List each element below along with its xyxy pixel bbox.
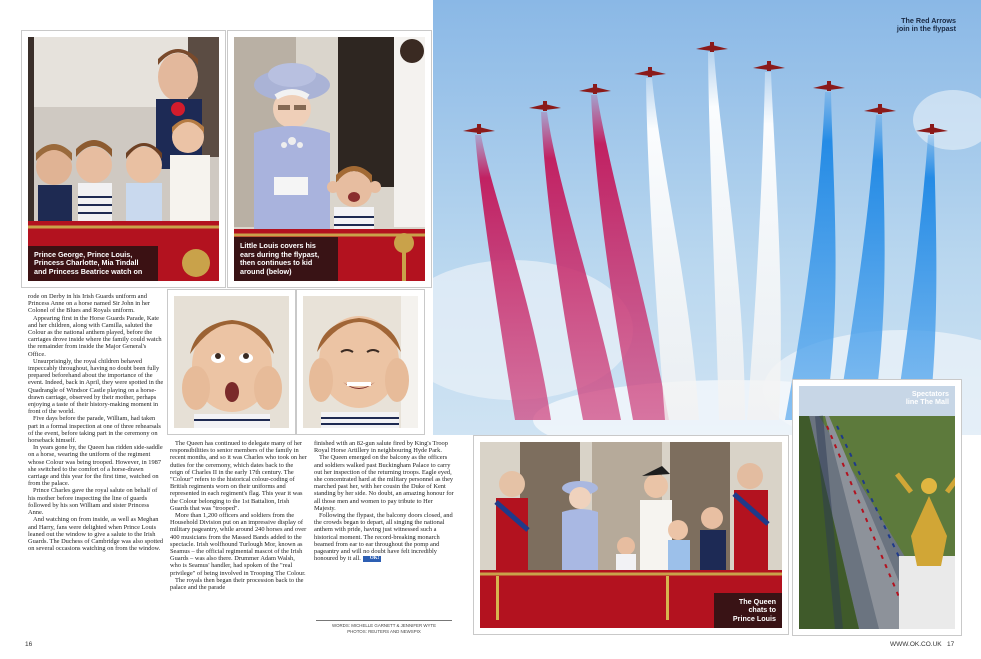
red-arrows-photo: [433, 0, 981, 435]
louis-covers-ears-photo: [228, 31, 431, 287]
col2-para: More than 1,200 officers and soldiers from the Household Division put on an impressive display of military pageantry, while around 240 horses and over 400 musicians from the Massed Bands added to the spectacle. Irish wolfhound Turlough Mor, known as Seamus – the official regimental mascot of the Irish Guards – was also there. Drummer Adam Walsh, who is Seamus' handler, had spoken of the "real privilege" of being involved in Trooping The Colour.: [170, 512, 307, 577]
col1-para: Prince Charles gave the royal salute on behalf of his mother before inspecting the line of guards followed by his son William and sister Princess Anne.: [28, 487, 158, 517]
col3-para: The Queen emerged on the balcony as the officers and soldiers walked past Buckingham Palace to carry out her inspection of the returning troops. Eagle eyed, she concentrated hard at the military personnel as they marched past her, with her cousin the Duke of Kent standing by her side. No doubt, an amazing honour for all those men and women to pay tribute to Her Majesty.: [314, 454, 454, 512]
col3-last-text: Following the flypast, the balcony doors closed, and the crowds began to depart, all singing the national anthem with pride, having just witnessed such a historical moment. The record-breaking monarch beamed from ear to ear throughout the pomp and pageantry and will no doubt have felt incredibly honoured by it all.: [314, 512, 453, 563]
louis-face-photo-1: [168, 290, 295, 434]
col1-para: Unsurprisingly, the royal children behaved impeccably throughout, having no doubt been fully prepared beforehand about the importance of the event. Indeed, back in April, they were spotted in the Quadrangle of Windsor Castle playing on a horse-drawn carriage, observed by their mother, perhaps enjoying a taste of their history-making moment in front of the world.: [28, 357, 164, 416]
credit-words: WORDS: MICHELLE GARNETT & JENNIFER WYTE: [331, 623, 437, 628]
children-window-photo: [22, 31, 225, 287]
col1-para: In years gone by, the Queen has ridden side-saddle on a horse, wearing the uniform of the regiment whose Colour was being trooped. However, in 1987 she switched to the comfort of a horse-drawn carriage and this year for the first time, watched on from the palace.: [28, 444, 163, 488]
balcony-photo: [474, 436, 788, 634]
col1-para: And watching on from inside, as well as Meghan and Harry, fans were delighted when Prince Louis leaned out the window to give a salute to the Irish Guards. The Duchess of Cambridge was also spotted on several occasions watching on from the window.: [28, 516, 164, 553]
col1-para: Five days before the parade, William, had taken part in a formal inspection at one of three rehearsals of the event, before taking part in the ceremony on horseback himself.: [28, 415, 161, 445]
col1-para: Appearing first in the Horse Guards Parade, Kate and her children, along with Camilla, saluted the Colour as the national anthem played, before the carriages drove inside where the family could watch the remainder from inside the Major General's Office.: [28, 314, 162, 358]
article-column-3: [314, 440, 454, 620]
ok-end-badge: OK!: [363, 556, 381, 562]
louis-ears-caption: Little Louis covers his ears during the flypast, then continues to kid around (below): [234, 237, 338, 281]
spectators-mall-photo: [793, 380, 961, 635]
right-page-footer: WWW.OK.CO.UK 17: [890, 641, 955, 648]
article-column-1: [28, 293, 165, 638]
spectators-caption: Spectators line The Mall: [905, 389, 949, 407]
queen-chats-caption: The Queen chats to Prince Louis: [714, 593, 782, 628]
left-page-number: 16: [25, 641, 33, 648]
col3-para: [314, 512, 454, 562]
red-arrows-caption: The Red Arrows join in the flypast: [896, 16, 956, 34]
col3-para: finished with an 82-gun salute fired by King's Troop Royal Horse Artillery in neighbouring Hyde Park.: [314, 440, 448, 455]
credit-photos: PHOTOS: REUTERS AND NEWSPIX: [347, 628, 421, 634]
children-caption: Prince George, Prince Louis, Princess Charlotte, Mia Tindall and Princess Beatrice watch on: [28, 246, 158, 281]
col2-para: The Queen has continued to delegate many of her responsibilities to senior members of the family in recent months, and so it was Charles who took on her duties for the ceremony, which dates back to the reign of Charles II in the early 17th century. The "Colour" refers to the historical colour-coding of British regiments worn on their uniforms and represented in each regiment's flag. This year it was the Colour belonging to the 1st Battalion, Irish Guards that was "trooped".: [170, 440, 307, 512]
col1-para: rode on Derby in his Irish Guards uniform and Princess Anne on a horse named Sir John in her Colonel of the Blues and Royals uniform.: [28, 293, 150, 315]
photo-credits: [316, 620, 452, 634]
col2-para: The royals then began their procession back to the palace and the parade: [170, 576, 304, 592]
article-column-2: [170, 440, 307, 640]
louis-face-photo-2: [297, 290, 424, 434]
